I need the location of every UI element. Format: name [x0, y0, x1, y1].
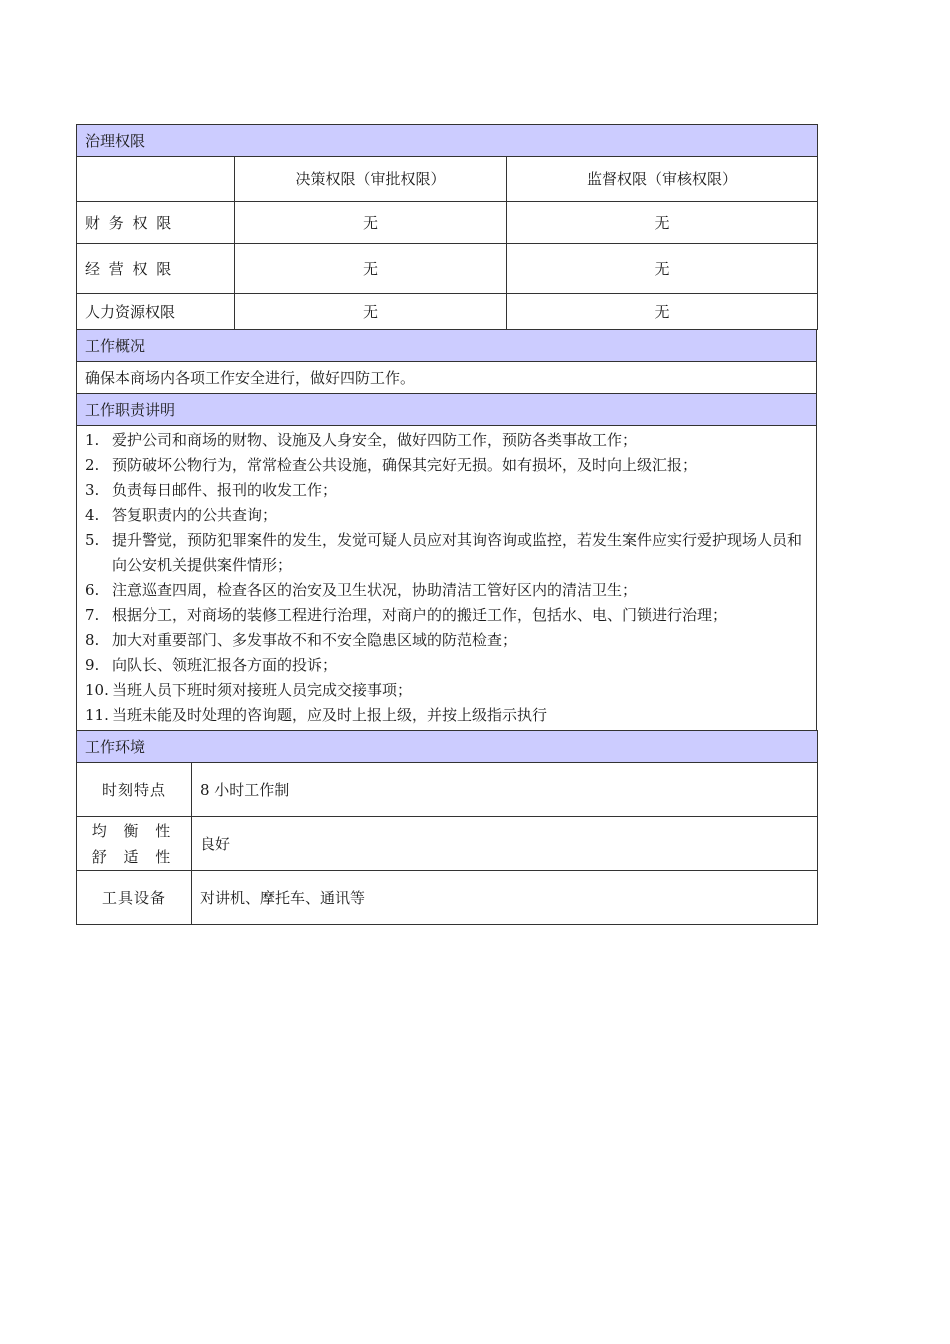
- duty-item: [85, 628, 808, 653]
- duty-number: 9.: [85, 656, 100, 674]
- duty-text: 当班人员下班时须对接班人员完成交接事项；: [112, 681, 413, 699]
- duties-row: [77, 426, 817, 731]
- environment-value: 对讲机、摩托车、通讯等: [192, 871, 818, 925]
- decision-column-header: 决策权限（审批权限）: [235, 157, 507, 202]
- duties-section-title: 工作职责讲明: [77, 394, 817, 426]
- duty-text: 答复职责内的公共查询；: [112, 506, 278, 524]
- duty-text: 爱护公司和商场的财物、设施及人身安全，做好四防工作，预防各类事故工作；: [112, 431, 638, 449]
- duty-text: 预防破坏公物行为，常常检查公共设施，确保其完好无损。如有损坏，及时向上级汇报；: [112, 456, 698, 474]
- environment-label-line: 时刻特点: [101, 780, 166, 799]
- job-description-page: [76, 124, 817, 925]
- duty-number: 6.: [85, 581, 100, 599]
- authority-supervision-value: 无: [507, 294, 818, 330]
- authority-corner-cell: [77, 157, 235, 202]
- environment-label: [77, 763, 192, 817]
- authority-decision-value: 无: [235, 244, 507, 294]
- authority-row-hr: [77, 294, 818, 330]
- authority-row-label: 经 营 权 限: [77, 244, 235, 294]
- environment-value: 8 小时工作制: [192, 763, 818, 817]
- environment-value: 良好: [192, 817, 818, 871]
- environment-header-row: [77, 731, 818, 763]
- authority-row-operations: [77, 244, 818, 294]
- authority-row-label: 人力资源权限: [77, 294, 235, 330]
- duty-number: 10.: [85, 681, 109, 699]
- authority-decision-value: 无: [235, 294, 507, 330]
- duty-number: 2.: [85, 456, 100, 474]
- overview-section-title: 工作概况: [77, 330, 817, 362]
- duty-number: 5.: [85, 531, 100, 549]
- duty-text: 向队长、领班汇报各方面的投诉；: [112, 656, 338, 674]
- authority-row-label: 财 务 权 限: [77, 202, 235, 244]
- duty-item: [85, 478, 808, 503]
- environment-row-tools: [77, 871, 818, 925]
- environment-label-line: 工具设备: [101, 888, 166, 907]
- duty-text: 加大对重要部门、多发事故不和不安全隐患区域的防范检查；: [112, 631, 518, 649]
- environment-row-comfort: [77, 817, 818, 871]
- environment-row-hours: [77, 763, 818, 817]
- supervision-column-header: 监督权限（审核权限）: [507, 157, 818, 202]
- environment-label-line: 均 衡 性: [91, 821, 177, 840]
- duty-item: [85, 578, 808, 603]
- environment-label: [77, 817, 192, 871]
- authority-supervision-value: 无: [507, 202, 818, 244]
- overview-text: 确保本商场内各项工作安全进行，做好四防工作。: [77, 362, 817, 394]
- authority-section-title: 治理权限: [77, 125, 818, 157]
- authority-supervision-value: 无: [507, 244, 818, 294]
- duty-item: [85, 678, 808, 703]
- authority-header-row: [77, 125, 818, 157]
- overview-row: [77, 362, 817, 394]
- duty-item: [85, 453, 808, 478]
- duty-text: 注意巡查四周，检查各区的治安及卫生状况，协助清洁工管好区内的清洁卫生；: [112, 581, 638, 599]
- environment-label: [77, 871, 192, 925]
- duty-number: 11.: [85, 706, 109, 724]
- duty-number: 7.: [85, 606, 100, 624]
- duty-item: [85, 528, 808, 578]
- environment-section-title: 工作环境: [77, 731, 818, 763]
- authority-table: [76, 124, 818, 330]
- duty-item: [85, 653, 808, 678]
- duty-item: [85, 503, 808, 528]
- environment-label-line: 舒 适 性: [91, 847, 177, 866]
- duties-list: [77, 426, 817, 731]
- overview-header-row: [77, 330, 817, 362]
- duty-text: 当班未能及时处理的咨询题，应及时上报上级，并按上级指示执行: [112, 706, 548, 724]
- duty-item: [85, 703, 808, 728]
- duty-text: 提升警觉，预防犯罪案件的发生，发觉可疑人员应对其询咨询或监控，若发生案件应实行爱护现场人员和向公安机关提供案件情形；: [112, 531, 803, 574]
- duty-item: [85, 603, 808, 628]
- duties-header-row: [77, 394, 817, 426]
- duty-text: 根据分工，对商场的装修工程进行治理，对商户的的搬迁工作，包括水、电、门锁进行治理；: [112, 606, 728, 624]
- work-table: [76, 329, 817, 731]
- duty-item: [85, 428, 808, 453]
- duty-text: 负责每日邮件、报刊的收发工作；: [112, 481, 338, 499]
- environment-table: [76, 730, 818, 925]
- authority-decision-value: 无: [235, 202, 507, 244]
- authority-row-finance: [77, 202, 818, 244]
- duty-number: 8.: [85, 631, 100, 649]
- duty-number: 3.: [85, 481, 100, 499]
- duty-number: 1.: [85, 431, 100, 449]
- authority-columns-row: [77, 157, 818, 202]
- duty-number: 4.: [85, 506, 100, 524]
